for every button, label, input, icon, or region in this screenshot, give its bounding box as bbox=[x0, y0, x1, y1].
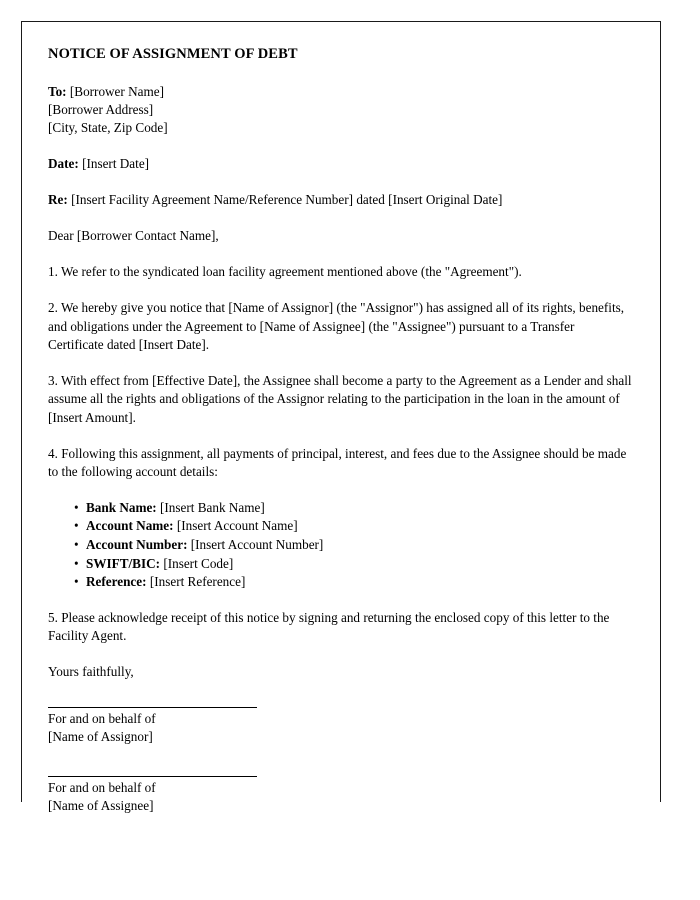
account-detail-label: Account Name: bbox=[86, 518, 174, 534]
account-details-list bbox=[48, 499, 632, 592]
account-detail-label: SWIFT/BIC: bbox=[86, 555, 161, 571]
document-body bbox=[48, 46, 632, 815]
signature-party-name: [Name of Assignor] bbox=[48, 729, 153, 745]
salutation: Dear [Borrower Contact Name], bbox=[48, 228, 219, 244]
bullet-icon: • bbox=[74, 574, 79, 590]
bullet-icon: • bbox=[74, 555, 79, 571]
account-detail-value: [Insert Reference] bbox=[149, 574, 246, 590]
list-item bbox=[48, 573, 632, 592]
recipient-to-line bbox=[48, 83, 632, 101]
account-detail-label: Bank Name: bbox=[86, 499, 157, 515]
paragraph-4: 4. Following this assignment, all payments of principal, interest, and fees due to the Assignee should be made to the following account details: bbox=[48, 445, 627, 480]
account-detail-value: [Insert Code] bbox=[163, 555, 234, 571]
paragraph-1: 1. We refer to the syndicated loan facility agreement mentioned above (the "Agreement"). bbox=[48, 264, 522, 280]
recipient-address-block bbox=[48, 83, 632, 137]
list-item bbox=[48, 499, 632, 518]
signature-block-assignor bbox=[48, 707, 632, 746]
bullet-icon: • bbox=[74, 536, 79, 552]
paragraph-5: 5. Please acknowledge receipt of this notice by signing and returning the enclosed copy of this letter to the Facility Agent. bbox=[48, 609, 610, 644]
document-page bbox=[21, 21, 661, 814]
date-label: Date: bbox=[48, 156, 79, 172]
account-detail-value: [Insert Account Number] bbox=[190, 536, 324, 552]
recipient-address-line: [Borrower Address] bbox=[48, 102, 154, 118]
signature-block-assignee bbox=[48, 776, 632, 815]
list-item bbox=[48, 517, 632, 536]
paragraph-3: 3. With effect from [Effective Date], the Assignee shall become a party to the Agreement as a Lender and shall assume all the rights and obligations of the Assignor relating to the participation in the loan in the amount of [Insert Amount]. bbox=[48, 372, 632, 425]
date-value: [Insert Date] bbox=[82, 156, 150, 172]
page-title: NOTICE OF ASSIGNMENT OF DEBT bbox=[48, 46, 298, 62]
signature-behalf-label: For and on behalf of bbox=[48, 780, 156, 796]
to-label: To: bbox=[48, 84, 67, 100]
valediction: Yours faithfully, bbox=[48, 663, 134, 679]
account-detail-label: Reference: bbox=[86, 574, 147, 590]
date-line bbox=[48, 155, 632, 173]
list-item bbox=[48, 536, 632, 555]
to-value: [Borrower Name] bbox=[69, 84, 164, 100]
account-detail-value: [Insert Account Name] bbox=[176, 518, 298, 534]
reference-label: Re: bbox=[48, 192, 68, 208]
signature-rule bbox=[48, 776, 257, 777]
reference-line bbox=[48, 191, 632, 209]
list-item bbox=[48, 555, 632, 574]
signature-party-name: [Name of Assignee] bbox=[48, 798, 154, 814]
account-detail-value: [Insert Bank Name] bbox=[160, 499, 265, 515]
reference-value: [Insert Facility Agreement Name/Reference Number] dated [Insert Original Date] bbox=[71, 192, 503, 208]
signature-spacer bbox=[48, 746, 632, 776]
bullet-icon: • bbox=[74, 518, 79, 534]
signature-behalf-label: For and on behalf of bbox=[48, 711, 156, 727]
recipient-city-state-zip: [City, State, Zip Code] bbox=[48, 120, 168, 136]
signature-rule bbox=[48, 707, 257, 708]
bullet-icon: • bbox=[74, 499, 79, 515]
account-detail-label: Account Number: bbox=[86, 536, 188, 552]
paragraph-2: 2. We hereby give you notice that [Name of Assignor] (the "Assignor") has assigned all of its rights, benefits, and obligations under the Agreement to [Name of Assignee] (the "Assignee") pursuant to a Transfer Certificate dated [Insert Date]. bbox=[48, 299, 625, 353]
